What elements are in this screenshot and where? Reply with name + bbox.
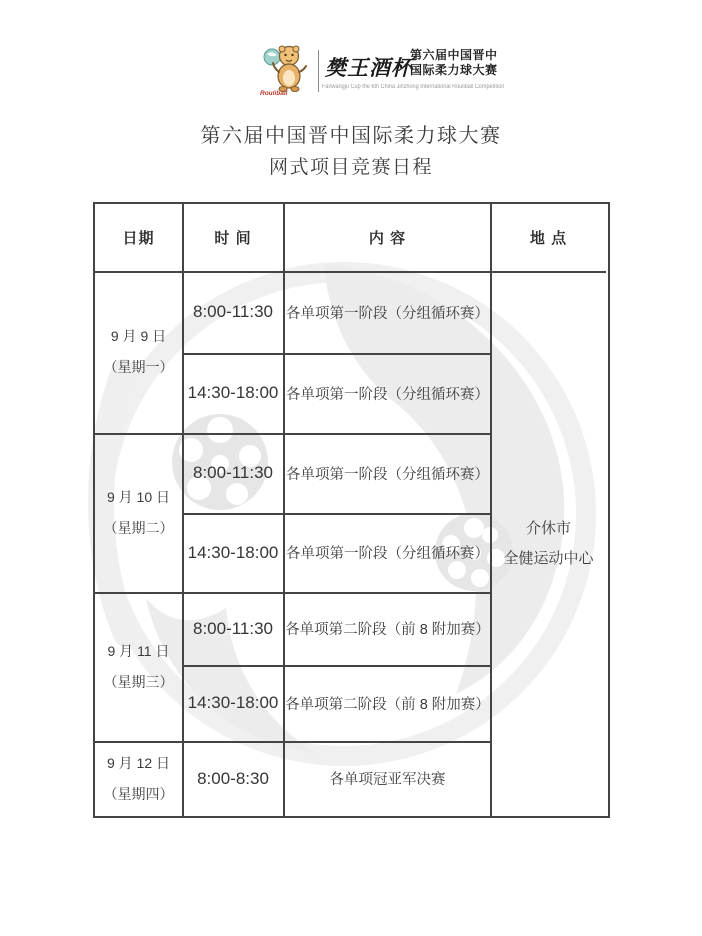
time-cell: 8:00-11:30 <box>192 618 274 638</box>
mascot-caption: Rouliball <box>260 90 288 97</box>
english-subtitle: Fanwangju Cup the 6th China Jinzhong International Rouliball Competition <box>322 84 505 90</box>
time-cell: 14:30-18:00 <box>187 693 279 712</box>
header-cell-date: 日期 <box>122 230 155 247</box>
date-cell-sep9 <box>95 271 182 433</box>
header-cell-location: 地 点 <box>529 230 568 247</box>
content-cell: 各单项第一阶段（分组循环赛） <box>286 466 489 483</box>
header-cell-time: 时 间 <box>214 230 252 247</box>
time-cell: 8:00-8:30 <box>197 768 269 788</box>
date-text: 9 月 11 日 <box>107 642 170 659</box>
time-cell: 14:30-18:00 <box>187 542 279 562</box>
doc-title-line2: 网式项目竞赛日程 <box>268 157 433 178</box>
header-cell-content: 内 容 <box>368 230 407 247</box>
content-cell: 各单项第一阶段（分组循环赛） <box>286 546 489 562</box>
time-cell: 8:00-11:30 <box>192 463 274 482</box>
content-cell: 各单项第一阶段（分组循环赛） <box>286 305 489 322</box>
date-cell-sep10 <box>95 433 182 592</box>
date-text: 9 月 9 日 <box>110 328 167 344</box>
time-cell: 8:00-11:30 <box>192 302 274 321</box>
date-text: 9 月 10 日 <box>106 488 171 505</box>
weekday-text: （星期三） <box>103 673 174 690</box>
time-cell: 14:30-18:00 <box>187 383 279 402</box>
content-cell: 各单项第一阶段（分组循环赛） <box>286 386 489 403</box>
brand-calligraphy: 樊王酒杯 <box>325 56 413 80</box>
date-cell-sep12 <box>95 741 182 816</box>
location-line2: 全健运动中心 <box>503 549 594 567</box>
content-cell: 各单项第二阶段（前 8 附加赛） <box>285 622 490 638</box>
content-cell: 各单项第二阶段（前 8 附加赛） <box>285 696 490 713</box>
doc-title-line1: 第六届中国晋中国际柔力球大赛 <box>200 125 502 147</box>
event-name-line1: 第六届中国晋中 <box>410 48 498 62</box>
schedule-table <box>93 202 610 818</box>
content-cell: 各单项冠亚军决赛 <box>329 772 446 788</box>
weekday-text: （星期四） <box>103 785 174 802</box>
weekday-text: （星期一） <box>103 359 174 375</box>
location-line1: 介休市 <box>525 519 571 537</box>
date-text: 9 月 12 日 <box>106 754 171 771</box>
event-name <box>410 48 498 78</box>
location-cell <box>491 271 606 816</box>
logo-divider <box>318 50 319 92</box>
brand-logo <box>260 44 520 100</box>
weekday-text: （星期二） <box>103 519 174 536</box>
event-name-line2: 国际柔力球大赛 <box>410 63 498 77</box>
date-cell-sep11 <box>95 592 182 741</box>
